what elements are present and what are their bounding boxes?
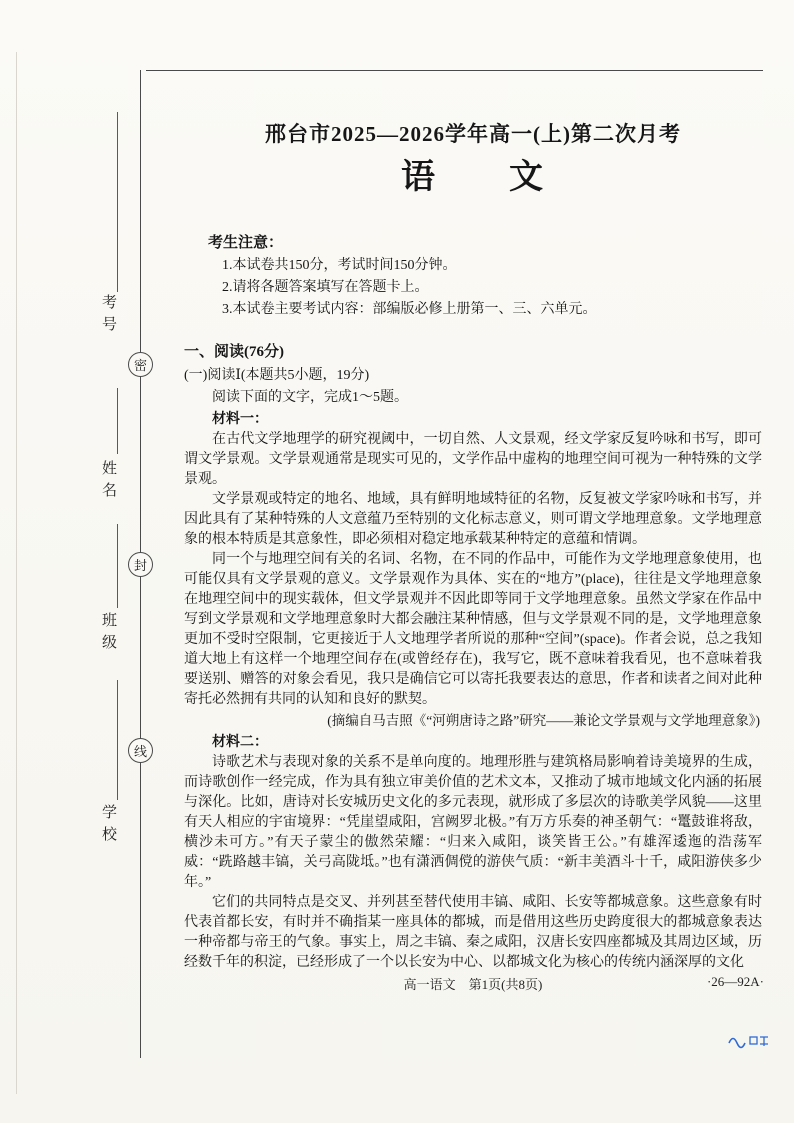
seal-char-xian: 线 (128, 738, 153, 763)
material-one-label: 材料一： (212, 412, 268, 428)
blue-stamp-icon (726, 1032, 772, 1050)
reading-one-subtitle: (一)阅读Ⅰ(本题共5小题，19分) (184, 368, 370, 384)
notice-item-3: 3.本试卷主要考试内容：部编版必修上册第一、三、六单元。 (222, 302, 597, 318)
footer-paper-code: ·26—92A· (706, 974, 764, 989)
material-two-paragraph-1: 诗歌艺术与表现对象的关系不是单向度的。地理形胜与建筑格局影响着诗美境界的生成，而诗歌创作一经完成，作为具有独立审美价值的艺术文本，又推动了城市地域文化内涵的拓展与深化。比如，唐诗对长安城历史文化的多元表现，就形成了多层次的诗歌美学风貌——这里有天人相应的宇宙境界：“凭崖望咸阳，宫阙罗北极。”有万方乐奏的神圣朝气：“鼍鼓谁将敌，横沙未可方。”有天子蒙尘的傲然荣耀：“归来入咸阳，谈笑皆王公。”有雄浑逶迤的浩荡军威：“跣路越丰镐，关弓高陇坻。”也有潇洒倜傥的游侠气质：“新丰美酒斗十千，咸阳游侠多少年。” (184, 755, 762, 891)
fill-line-school (117, 680, 118, 800)
label-class: 班级 (100, 612, 116, 656)
label-school: 学校 (100, 804, 116, 848)
material-one-paragraph-2: 文学景观或特定的地名、地域，具有鲜明地域特征的名物，反复被文学家吟咏和书写，并因此具有了某种特殊的人文意蕴乃至特别的文化标志意义，则可谓文学地理意象。文学地理意象的根本特质是其意象性，即必须相对稳定地承载某种特定的意蕴和情调。 (184, 492, 762, 548)
material-two-label: 材料二： (212, 735, 268, 751)
fill-line-name (117, 388, 118, 454)
material-two-paragraph-2: 它们的共同特点是交叉、并列甚至替代使用丰镐、咸阳、长安等都城意象。这些意象有时代表首都长安，有时并不确指某一座具体的都城，而是借用这些历史跨度很大的都城意象表达一种帝都与帝王的气象。事实上，周之丰镐、秦之咸阳，汉唐长安四座都城及其周边区域，历经数千年的积淀，已经形成了一个以长安为中心、以都城文化为核心的传统内涵深厚的文化 (184, 895, 762, 971)
seal-char-feng: 封 (128, 552, 153, 577)
seal-char-mi: 密 (128, 352, 153, 377)
notice-heading: 考生注意： (208, 235, 284, 252)
subject-title: 语 文 (401, 159, 545, 196)
material-one-citation: (摘编自马吉照《“河朔唐诗之路”研究——兼论文学景观与文学地理意象》) (327, 713, 760, 729)
material-one-paragraph-1: 在古代文学地理学的研究视阈中，一切自然、人文景观，经文学家反复吟咏和书写，即可谓文学景观。文学景观通常是现实可见的，文学作品中虚构的地理空间可视为一种特殊的文学景观。 (184, 432, 762, 488)
label-name: 姓名 (100, 460, 116, 504)
scan-edge-shadow (16, 52, 17, 1094)
top-border-line (146, 70, 763, 71)
reading-instruction: 阅读下面的文字，完成1～5题。 (212, 390, 408, 406)
label-exam-number: 考号 (100, 294, 116, 338)
section-one-title: 一、阅读(76分) (184, 344, 284, 361)
fill-line-exam-number (117, 112, 118, 292)
notice-item-1: 1.本试卷共150分，考试时间150分钟。 (222, 258, 457, 274)
exam-content (184, 118, 762, 973)
notice-item-2: 2.请将各题答案填写在答题卡上。 (222, 280, 429, 296)
fill-line-class (117, 524, 118, 608)
notice-block (184, 231, 762, 321)
material-one-paragraph-3: 同一个与地理空间有关的名词、名物，在不同的作品中，可能作为文学地理意象使用，也可能仅具有文学景观的意义。文学景观作为具体、实在的“地方”(place)，往往是文学地理意象在地理空间中的现实载体，但文学景观并不因此即等同于文学地理意象。虽然文学家在作品中写到文学景观和文学地理意象时大都会融注某种情感，但与文学景观不同的是，文学地理意象更加不受时空限制，它更接近于人文地理学者所说的那种“空间”(space)。作者会说，总之我知道大地上有这样一个地理空间存在(或曾经存在)，我写它，既不意味着我看见，也不意味着我要送别、赠答的对象会看见，我只是确信它可以寄托我要表达的意思，作者和读者之间对此种寄托必然拥有共同的认知和良好的默契。 (184, 552, 762, 708)
exam-title: 邢台市2025—2026学年高一(上)第二次月考 (265, 122, 681, 146)
footer-page-number: 高一语文 第1页(共8页) (403, 977, 543, 992)
